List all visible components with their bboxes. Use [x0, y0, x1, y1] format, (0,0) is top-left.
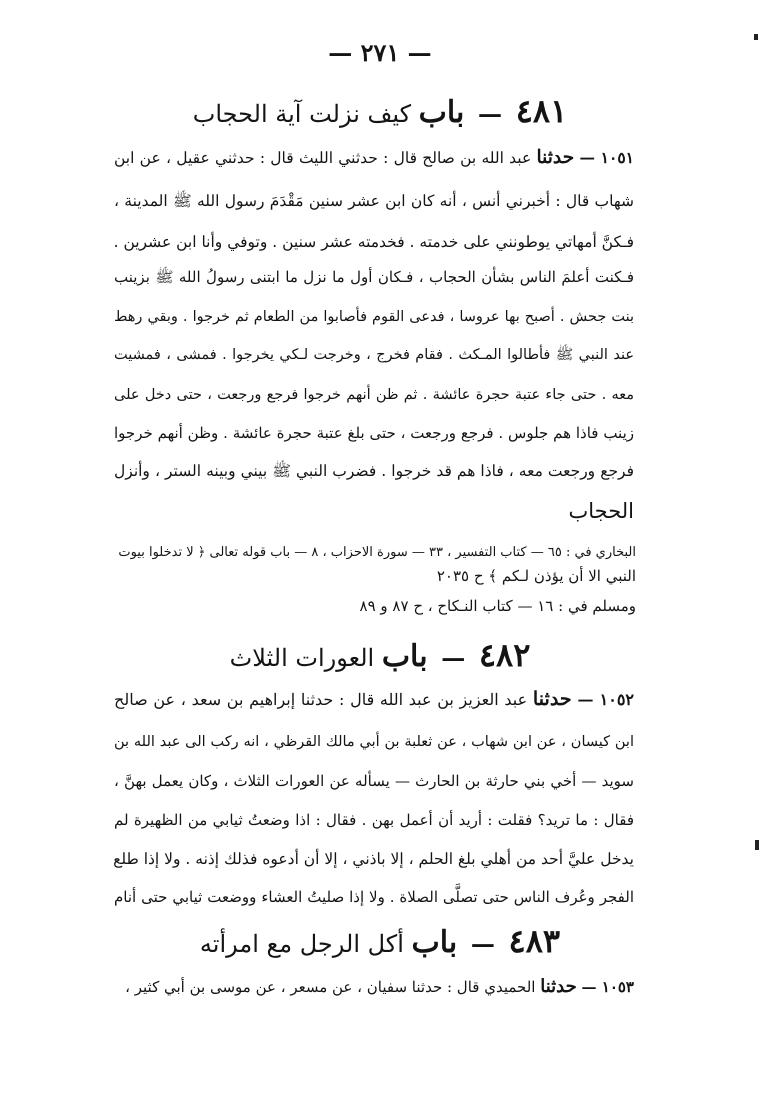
chapter-separator: — — [441, 643, 466, 672]
hadith-line: بنت جحش . أصبح بها عروسا ، فدعى القوم فأصابوا من الطعام ثم خرجوا . وبقي رهط — [114, 309, 634, 325]
hadith-line: معه . حتى جاء عتبة حجرة عائشة . ثم ظن أنهم خرجوا فرجع ورجعت ، حتى دخل على — [114, 387, 634, 403]
chapter-heading — [0, 636, 760, 674]
hadith-line: ابن كيسان ، عن ابن شهاب ، عن ثعلبة بن أبي مالك القرظي ، انه ركب الى عبد الله بن — [114, 734, 634, 750]
hadith-text: الحميدي قال : حدثنا سفيان ، عن مسعر ، عن موسى بن أبي كثير ، — [125, 978, 536, 996]
hadith-first-line — [114, 972, 634, 1002]
chapter-heading — [0, 922, 760, 960]
hadith-line: يدخل عليَّ أحد من أهلي بلغ الحلم ، إلا باذني ، إلا أن أدعوه فذلك إذنه . ولا إذا طلع — [113, 850, 634, 868]
haddathana-word: حدثنا — [532, 687, 572, 710]
hadith-line: فـكنَّ أمهاتي يوطونني على خدمته . فخدمته عشر سنين . وتوفي وأنا ابن عشرين . — [113, 233, 634, 251]
page-number: — ٢٧١ — — [328, 38, 432, 67]
hadith-line: زينب فاذا هم جلوس . فرجع ورجعت ، حتى بلغ عتبة حجرة عائشة . وظن أنهم خرجوا — [114, 424, 634, 442]
chapter-title: أكل الرجل مع امرأته — [199, 930, 404, 958]
hadith-line: سويد — أخي بني حارثة بن الحارث — يسأله عن العورات الثلاث ، وكان يعمل بهنَّ ، — [114, 772, 634, 790]
scan-mark — [754, 34, 758, 40]
hadith-first-line — [114, 684, 634, 715]
hadith-line: فرجع ورجعت معه ، فاذا هم قد خرجوا . فضرب النبي ﷺ بيني وبينه الستر ، وأنزل — [114, 462, 634, 480]
chapter-separator: — — [478, 99, 503, 128]
hadith-line: شهاب قال : أخبرني أنس ، أنه كان ابن عشر سنين مَقْدَمَ رسول الله ﷺ المدينة ، — [114, 192, 634, 210]
haddathana-word: حدثنا — [536, 147, 575, 168]
footnote-line: النبي الا أن يؤذن لـكم ﴾ ح ٢٠٣٥ — [436, 567, 636, 585]
chapter-separator: — — [470, 929, 495, 958]
footnote-line: البخاري في : ٦٥ — كتاب التفسير ، ٣٣ — سورة الاحزاب ، ٨ — باب قوله تعالى ﴿ لا تدخلوا بيوت — [118, 545, 636, 560]
chapter-number: ٤٨٣ — [508, 922, 561, 960]
chapter-number: ٤٨٢ — [478, 636, 531, 674]
hadith-text: عبد الله بن صالح قال : حدثني الليث قال : حدثني عقيل ، عن ابن — [114, 149, 532, 167]
hadith-first-line — [114, 143, 634, 173]
chapter-number: ٤٨١ — [515, 92, 568, 130]
hadith-ref-number: ١٠٥٣ — — [581, 978, 634, 996]
footnote-line: ومسلم في : ١٦ — كتاب النـكاح ، ح ٨٧ و ٨٩ — [359, 597, 636, 615]
hadith-line: فـكنت أعلمَ الناس بشأن الحجاب ، فـكان أول ما نزل ما ابتنى رسولُ الله ﷺ بزينب — [114, 268, 634, 286]
chapter-bab-label: باب — [418, 95, 465, 130]
hadith-text: عبد العزيز بن عبد الله قال : حدثنا إبراهيم بن سعد ، عن صالح — [114, 690, 528, 709]
chapter-bab-label: باب — [381, 639, 428, 674]
hadith-line: فقال : ما تريد؟ فقلت : أريد أن أعمل بهن . فقال : اذا وضعتُ ثيابي من الظهيرة لم — [114, 811, 634, 829]
hadith-ref-number: ١٠٥١ — — [579, 148, 634, 167]
hadith-line: الحجاب — [568, 499, 634, 523]
chapter-heading — [0, 92, 760, 130]
hadith-line: عند النبي ﷺ فأطالوا المـكث . فقام فخرج ، وخرجت لـكي يخرجوا . فمشى ، فمشيت — [114, 347, 634, 363]
haddathana-word: حدثنا — [540, 976, 577, 997]
hadith-line: الفجر وعُرف الناس حتى تصلَّى الصلاة . ولا إذا صليتُ العشاء ووضعت ثيابي حتى أنام — [114, 888, 634, 906]
chapter-title: العورات الثلاث — [229, 644, 375, 672]
chapter-bab-label: باب — [411, 925, 458, 960]
scan-mark — [755, 840, 759, 850]
chapter-title: كيف نزلت آية الحجاب — [192, 100, 412, 128]
hadith-ref-number: ١٠٥٢ — — [577, 690, 634, 709]
